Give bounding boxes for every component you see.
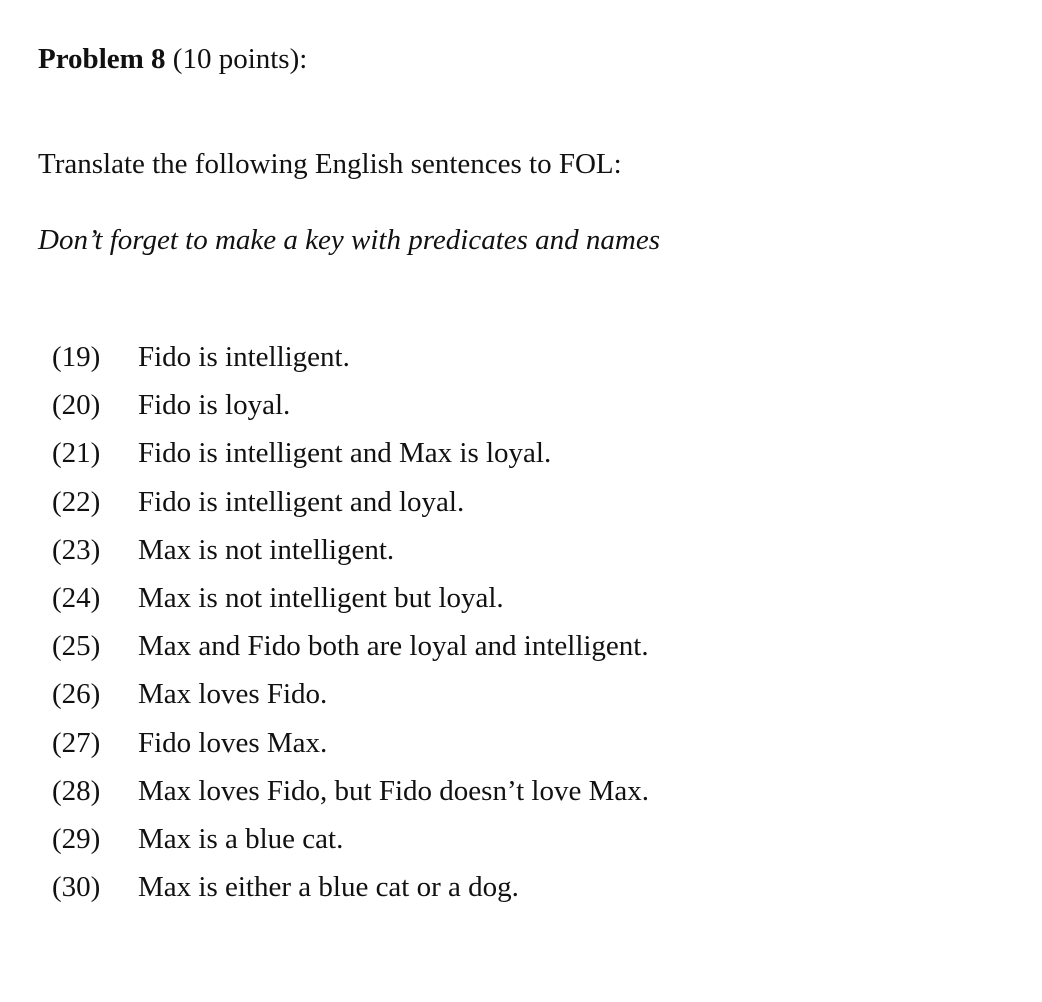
item-sentence: Max is a blue cat. <box>138 822 344 855</box>
list-item <box>52 868 649 916</box>
item-sentence: Fido is intelligent. <box>138 341 350 373</box>
problem-label: Problem 8 <box>38 43 166 75</box>
item-sentence: Max and Fido both are loyal and intelligent. <box>138 630 649 663</box>
item-sentence: Max is not intelligent but loyal. <box>138 581 504 614</box>
item-number: (23) <box>52 533 101 566</box>
list-item <box>52 820 649 868</box>
list-item <box>52 338 649 386</box>
list-item <box>52 434 649 482</box>
list-item <box>52 772 649 820</box>
item-sentence: Fido loves Max. <box>138 726 328 759</box>
problem-heading <box>38 40 307 78</box>
item-number: (29) <box>52 822 101 855</box>
item-number: (30) <box>52 871 101 904</box>
list-item <box>52 483 649 531</box>
item-number: (20) <box>52 389 101 422</box>
item-sentence: Max loves Fido, but Fido doesn’t love Max. <box>138 774 649 807</box>
item-number: (19) <box>52 341 101 373</box>
instruction-text: Translate the following English sentences to FOL: <box>38 148 622 180</box>
item-sentence: Fido is loyal. <box>138 389 291 422</box>
list-item <box>52 675 649 723</box>
problem-points: (10 points): <box>172 43 308 75</box>
item-number: (21) <box>52 437 101 470</box>
item-sentence: Max loves Fido. <box>138 678 328 711</box>
item-sentence: Fido is intelligent and Max is loyal. <box>138 437 552 470</box>
italic-note: Don’t forget to make a key with predicates and names <box>38 224 661 256</box>
list-item <box>52 531 649 579</box>
item-number: (24) <box>52 581 101 614</box>
sentence-list <box>52 338 649 916</box>
item-number: (22) <box>52 485 101 518</box>
list-item <box>52 386 649 434</box>
item-number: (28) <box>52 774 101 807</box>
item-number: (25) <box>52 630 101 663</box>
item-number: (26) <box>52 678 101 711</box>
item-number: (27) <box>52 726 101 759</box>
item-sentence: Max is not intelligent. <box>138 533 395 566</box>
list-item <box>52 724 649 772</box>
item-sentence: Fido is intelligent and loyal. <box>138 485 465 518</box>
list-item <box>52 627 649 675</box>
item-sentence: Max is either a blue cat or a dog. <box>138 871 519 904</box>
list-item <box>52 579 649 627</box>
